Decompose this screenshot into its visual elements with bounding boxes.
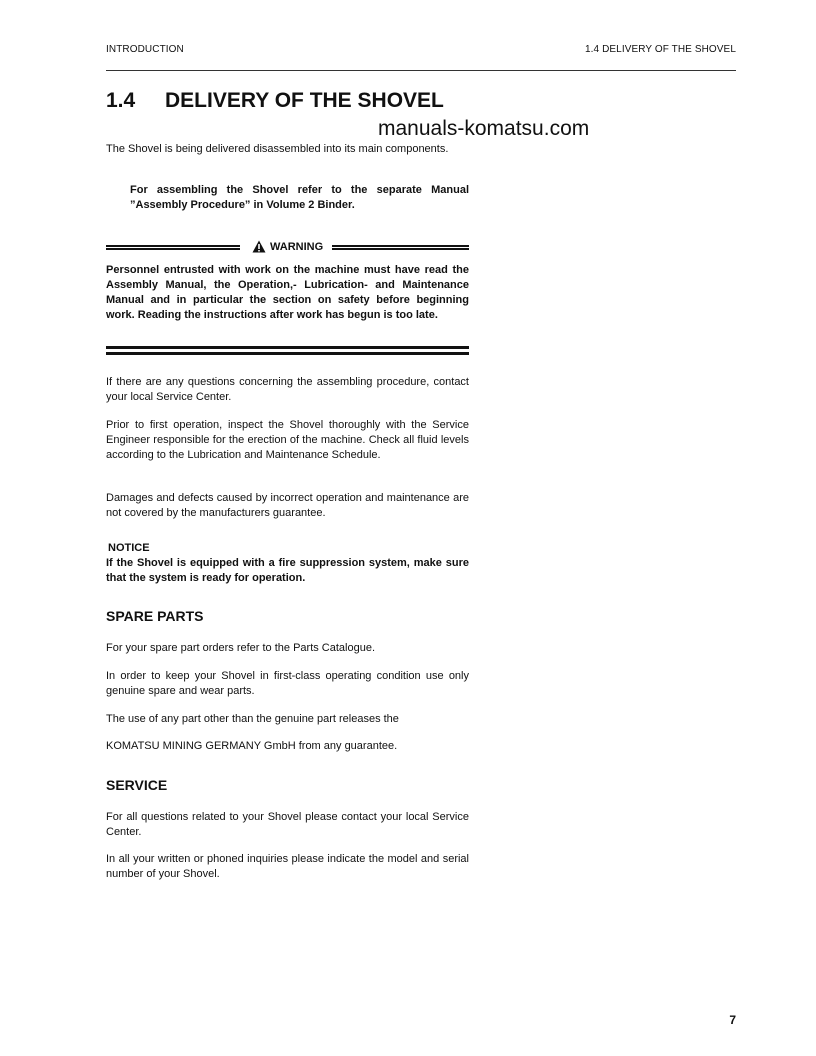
service-heading: SERVICE	[106, 777, 168, 793]
spare-parts-paragraph: For your spare part orders refer to the Parts Catalogue.	[106, 642, 376, 654]
header-chapter-title: 1.4 DELIVERY OF THE SHOVEL	[585, 44, 736, 55]
watermark: manuals-komatsu.com	[378, 117, 590, 140]
section-title: DELIVERY OF THE SHOVEL	[165, 89, 444, 112]
intro-paragraph: The Shovel is being delivered disassembled into its main components.	[106, 143, 449, 155]
paragraph-questions: If there are any questions concerning the assembling procedure, contact your local Service Center.	[106, 376, 469, 403]
notice-text: If the Shovel is equipped with a fire suppression system, make sure that the system is ready for operation.	[106, 557, 469, 584]
warning-triangle-icon	[252, 240, 266, 253]
header-section-title: INTRODUCTION	[106, 44, 184, 55]
warning-rule-right	[332, 245, 469, 250]
warning-label-text: WARNING	[270, 240, 324, 253]
warning-rule-left	[106, 245, 240, 250]
page-title	[106, 89, 444, 113]
page-number: 7	[729, 1013, 736, 1027]
warning-text: Personnel entrusted with work on the machine must have read the Assembly Manual, the Operation,- Lubrication- and Maintenance Manual and in particular the section on safety before beginning work. Reading the instructions after work has begun is too late.	[106, 264, 469, 321]
paragraph-damages: Damages and defects caused by incorrect operation and maintenance are not covered by the manufacturers guarantee.	[106, 492, 469, 519]
warning-bottom-rule	[106, 346, 469, 355]
notice-label: NOTICE	[108, 542, 150, 554]
section-number: 1.4	[106, 89, 136, 112]
assembly-note: For assembling the Shovel refer to the separate Manual ”Assembly Procedure” in Volume 2 Binder.	[130, 184, 469, 211]
service-paragraph: For all questions related to your Shovel please contact your local Service Center.	[106, 811, 469, 838]
warning-header	[106, 240, 469, 256]
spare-parts-paragraph: KOMATSU MINING GERMANY GmbH from any guarantee.	[106, 740, 398, 752]
spare-parts-paragraph: The use of any part other than the genuine part releases the	[106, 713, 399, 725]
service-paragraph: In all your written or phoned inquiries please indicate the model and serial number of your Shovel.	[106, 853, 469, 880]
spare-parts-heading: SPARE PARTS	[106, 608, 204, 624]
warning-label	[252, 240, 323, 253]
spare-parts-paragraph: In order to keep your Shovel in first-class operating condition use only genuine spare and wear parts.	[106, 670, 469, 697]
header-rule	[106, 70, 736, 71]
paragraph-first-operation: Prior to first operation, inspect the Shovel thoroughly with the Service Engineer responsible for the erection of the machine. Check all fluid levels according to the Lubrication and Maintenance Schedule.	[106, 419, 469, 461]
